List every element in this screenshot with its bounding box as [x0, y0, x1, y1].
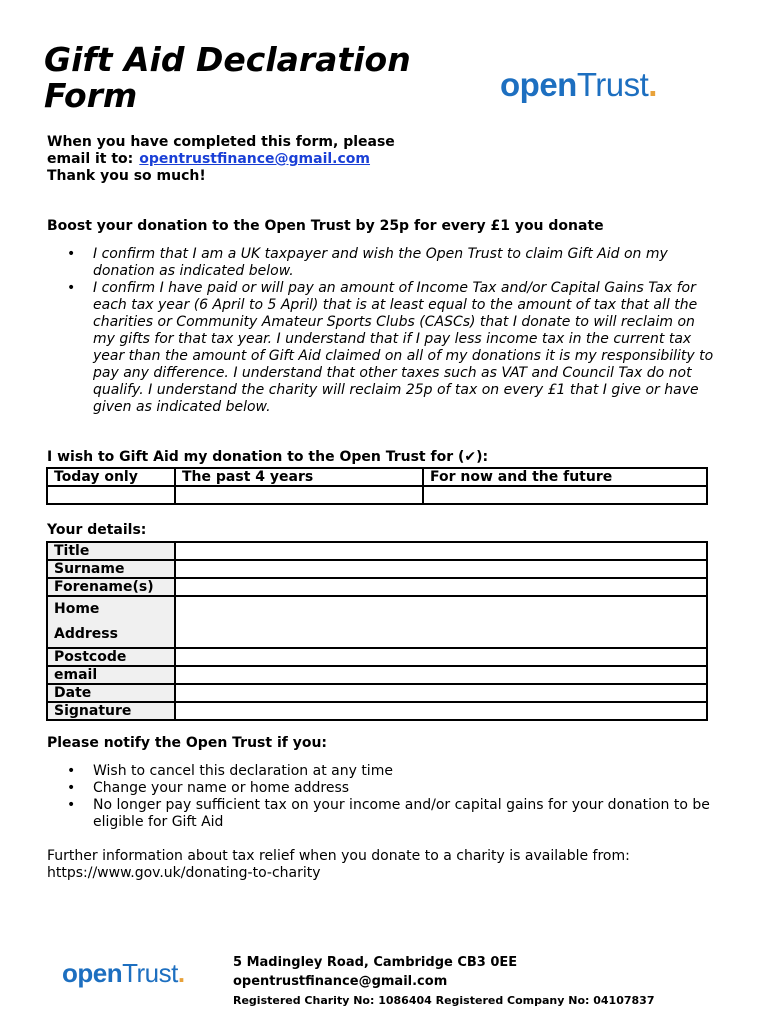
email-link[interactable]: opentrustfinance@gmail.com — [139, 151, 371, 167]
checkbox-past-4-years[interactable] — [175, 486, 423, 504]
footer-email: opentrustfinance@gmail.com — [233, 974, 448, 989]
checkbox-today-only[interactable] — [47, 486, 175, 504]
postcode-field[interactable] — [175, 648, 707, 666]
your-details-label: Your details: — [47, 522, 147, 538]
opentrust-footer-logo: openTrust. — [62, 958, 185, 988]
field-label-surname: Surname — [47, 560, 175, 578]
notify-heading: Please notify the Open Trust if you: — [47, 735, 328, 751]
further-url: https://www.gov.uk/donating-to-charity — [47, 865, 321, 881]
confirmation-item: • I confirm I have paid or will pay an amount of Income Tax and/or Capital Gains Tax for each tax year (6 April to 5 April) that is at least equal to the amount of tax that all the charities or Community Amateur Sports Clubs (CASCs) that I donate to will reclaim on my gifts for that tax year. I understand that if I pay less income tax in the current tax year than the amount of Gift Aid claimed on all of my donations it is my responsibility to pay any difference. I understand that other taxes such as VAT and Council Tax do not qualify. I understand the charity will reclaim 25p of tax on every £1 that I give or have given as indicated below. — [47, 280, 717, 416]
field-label-date: Date — [47, 684, 175, 702]
footer-address: 5 Madingley Road, Cambridge CB3 0EE — [233, 955, 518, 970]
gift-aid-period-table — [46, 467, 708, 505]
signature-field[interactable] — [175, 702, 707, 720]
opentrust-logo: openTrust. — [500, 66, 657, 103]
details-table — [46, 541, 708, 721]
confirmation-list — [47, 246, 717, 416]
option-today-only: Today only — [47, 468, 175, 486]
page-title: Gift Aid Declaration Form — [44, 40, 411, 115]
date-field[interactable] — [175, 684, 707, 702]
email-field[interactable] — [175, 666, 707, 684]
field-label-signature: Signature — [47, 702, 175, 720]
field-label-title: Title — [47, 542, 175, 560]
notify-item: • No longer pay sufficient tax on your income and/or capital gains for your donation to be eligible for Gift Aid — [47, 797, 717, 831]
option-now-and-future: For now and the future — [423, 468, 707, 486]
notify-item: • Wish to cancel this declaration at any time — [47, 763, 717, 780]
home-address-field[interactable] — [175, 596, 707, 648]
option-past-4-years: The past 4 years — [175, 468, 423, 486]
footer — [233, 953, 654, 1010]
field-label-forenames: Forename(s) — [47, 578, 175, 596]
checkbox-now-and-future[interactable] — [423, 486, 707, 504]
title-field[interactable] — [175, 542, 707, 560]
intro-thanks: Thank you so much! — [47, 168, 206, 184]
forenames-field[interactable] — [175, 578, 707, 596]
intro — [47, 134, 395, 185]
boost-heading: Boost your donation to the Open Trust by 25p for every £1 you donate — [47, 218, 604, 234]
further-text: Further information about tax relief when you donate to a charity is available from: — [47, 848, 630, 864]
notify-list — [47, 763, 717, 831]
notify-item: • Change your name or home address — [47, 780, 717, 797]
field-label-postcode: Postcode — [47, 648, 175, 666]
gift-aid-period-label: I wish to Gift Aid my donation to the Open Trust for (✔): — [47, 449, 489, 465]
surname-field[interactable] — [175, 560, 707, 578]
further-information — [47, 848, 737, 882]
field-label-home-address: Home Address — [47, 596, 175, 648]
intro-email-prefix: email it to: — [47, 151, 134, 167]
intro-line: When you have completed this form, please — [47, 134, 395, 150]
field-label-email: email — [47, 666, 175, 684]
footer-registration: Registered Charity No: 1086404 Registered Company No: 04107837 — [233, 994, 655, 1007]
confirmation-item: • I confirm that I am a UK taxpayer and wish the Open Trust to claim Gift Aid on my donation as indicated below. — [47, 246, 717, 280]
